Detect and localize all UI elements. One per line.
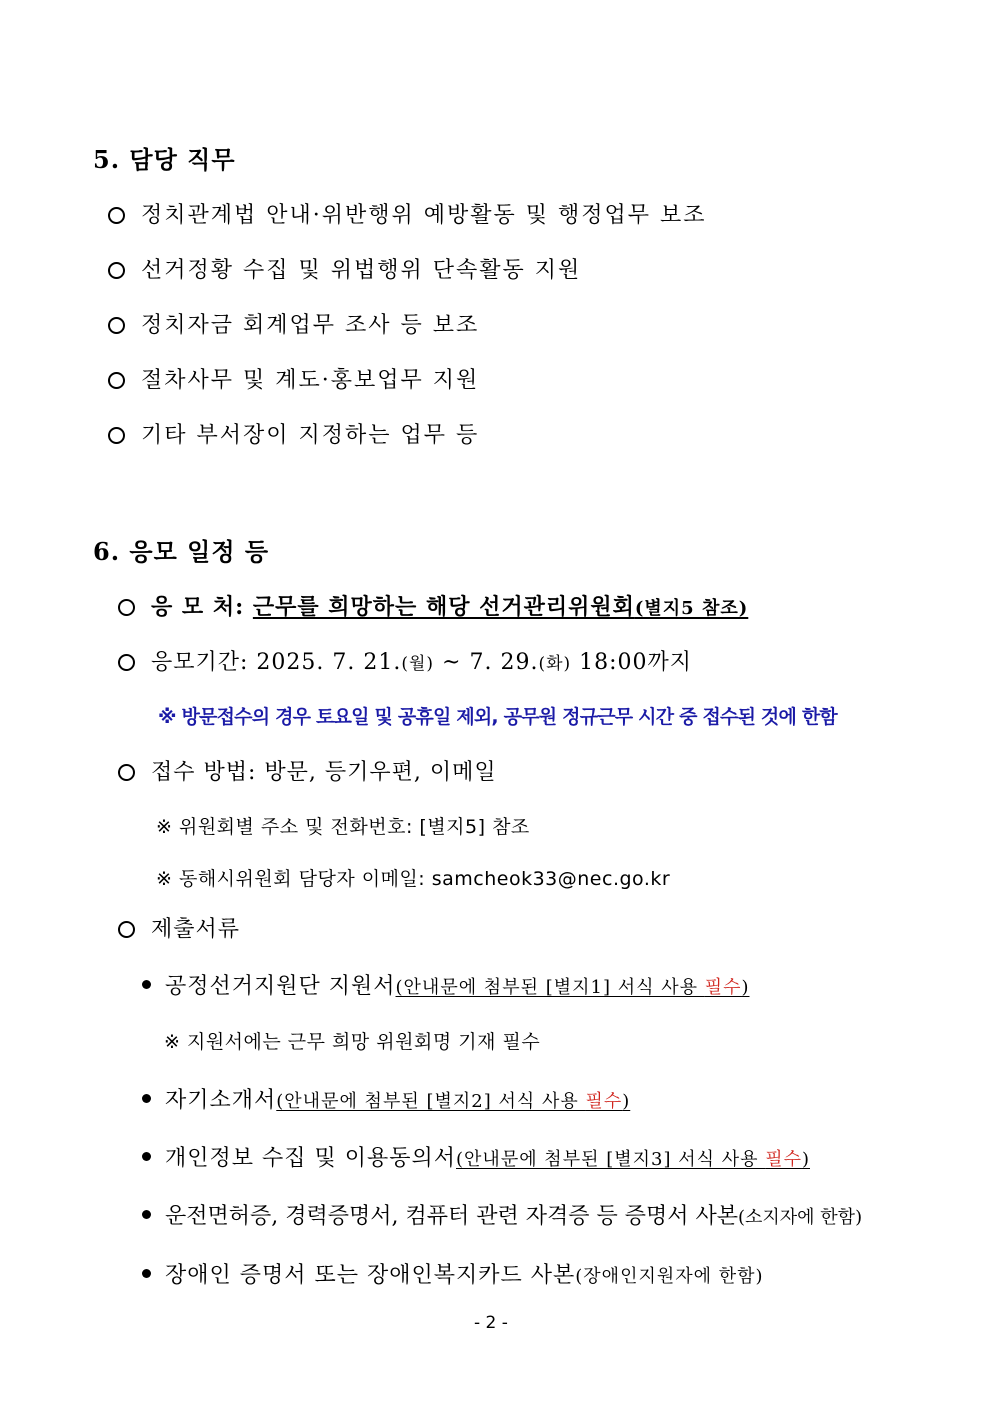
duty-item: 선거정황 수집 및 위법행위 단속활동 지원 — [108, 253, 581, 284]
doc-item-disability: 장애인 증명서 또는 장애인복지카드 사본(장애인지원자에 한함) — [142, 1258, 764, 1289]
duty-item: 정치자금 회계업무 조사 등 보조 — [108, 308, 479, 339]
docs-label: 제출서류 — [118, 912, 240, 943]
page-number: - 2 - — [474, 1313, 508, 1333]
dot-bullet-icon — [142, 1094, 151, 1103]
doc-item-privacy-consent: 개인정보 수집 및 이용동의서(안내문에 첨부된 [별지3] 서식 사용 필수) — [142, 1141, 810, 1172]
method-note-address: ※ 위원회별 주소 및 전화번호: [별지5] 참조 — [156, 816, 530, 838]
circle-bullet-icon — [108, 262, 125, 279]
circle-bullet-icon — [108, 317, 125, 334]
circle-bullet-icon — [118, 921, 135, 938]
circle-bullet-icon — [108, 427, 125, 444]
circle-bullet-icon — [108, 372, 125, 389]
dot-bullet-icon — [142, 980, 151, 989]
section5-heading: 5. 담당 직무 — [93, 145, 236, 174]
period-note: ※ 방문접수의 경우 토요일 및 공휴일 제외, 공무원 정규근무 시간 중 접수된 것에 한함 — [158, 706, 837, 728]
doc-item-certificates: 운전면허증, 경력증명서, 컴퓨터 관련 자격증 등 증명서 사본(소지자에 한함) — [142, 1199, 862, 1230]
circle-bullet-icon — [108, 207, 125, 224]
doc-item-application: 공정선거지원단 지원서(안내문에 첨부된 [별지1] 서식 사용 필수) — [142, 969, 750, 1000]
dot-bullet-icon — [142, 1152, 151, 1161]
method-note-email: ※ 동해시위원회 담당자 이메일: samcheok33@nec.go.kr — [156, 868, 671, 890]
apply-place-label: 응 모 처: — [151, 594, 245, 620]
circle-bullet-icon — [118, 764, 135, 781]
doc1-note: ※ 지원서에는 근무 희망 위원회명 기재 필수 — [164, 1031, 541, 1053]
section6-heading: 6. 응모 일정 등 — [93, 537, 270, 566]
apply-place-value: 근무를 희망하는 해당 선거관리위원회(별지5 참조) — [252, 594, 749, 620]
apply-method: 접수 방법: 방문, 등기우편, 이메일 — [118, 755, 497, 786]
duty-item: 절차사무 및 계도·홍보업무 지원 — [108, 363, 479, 394]
dot-bullet-icon — [142, 1210, 151, 1219]
apply-period: 응모기간: 2025. 7. 21.(월) ~ 7. 29.(화) 18:00까지 — [118, 645, 692, 676]
circle-bullet-icon — [118, 599, 135, 616]
duty-item: 정치관계법 안내·위반행위 예방활동 및 행정업무 보조 — [108, 198, 707, 229]
dot-bullet-icon — [142, 1269, 151, 1278]
doc-item-self-intro: 자기소개서(안내문에 첨부된 [별지2] 서식 사용 필수) — [142, 1083, 630, 1114]
duty-item: 기타 부서장이 지정하는 업무 등 — [108, 418, 479, 449]
circle-bullet-icon — [118, 654, 135, 671]
apply-place — [118, 590, 748, 621]
